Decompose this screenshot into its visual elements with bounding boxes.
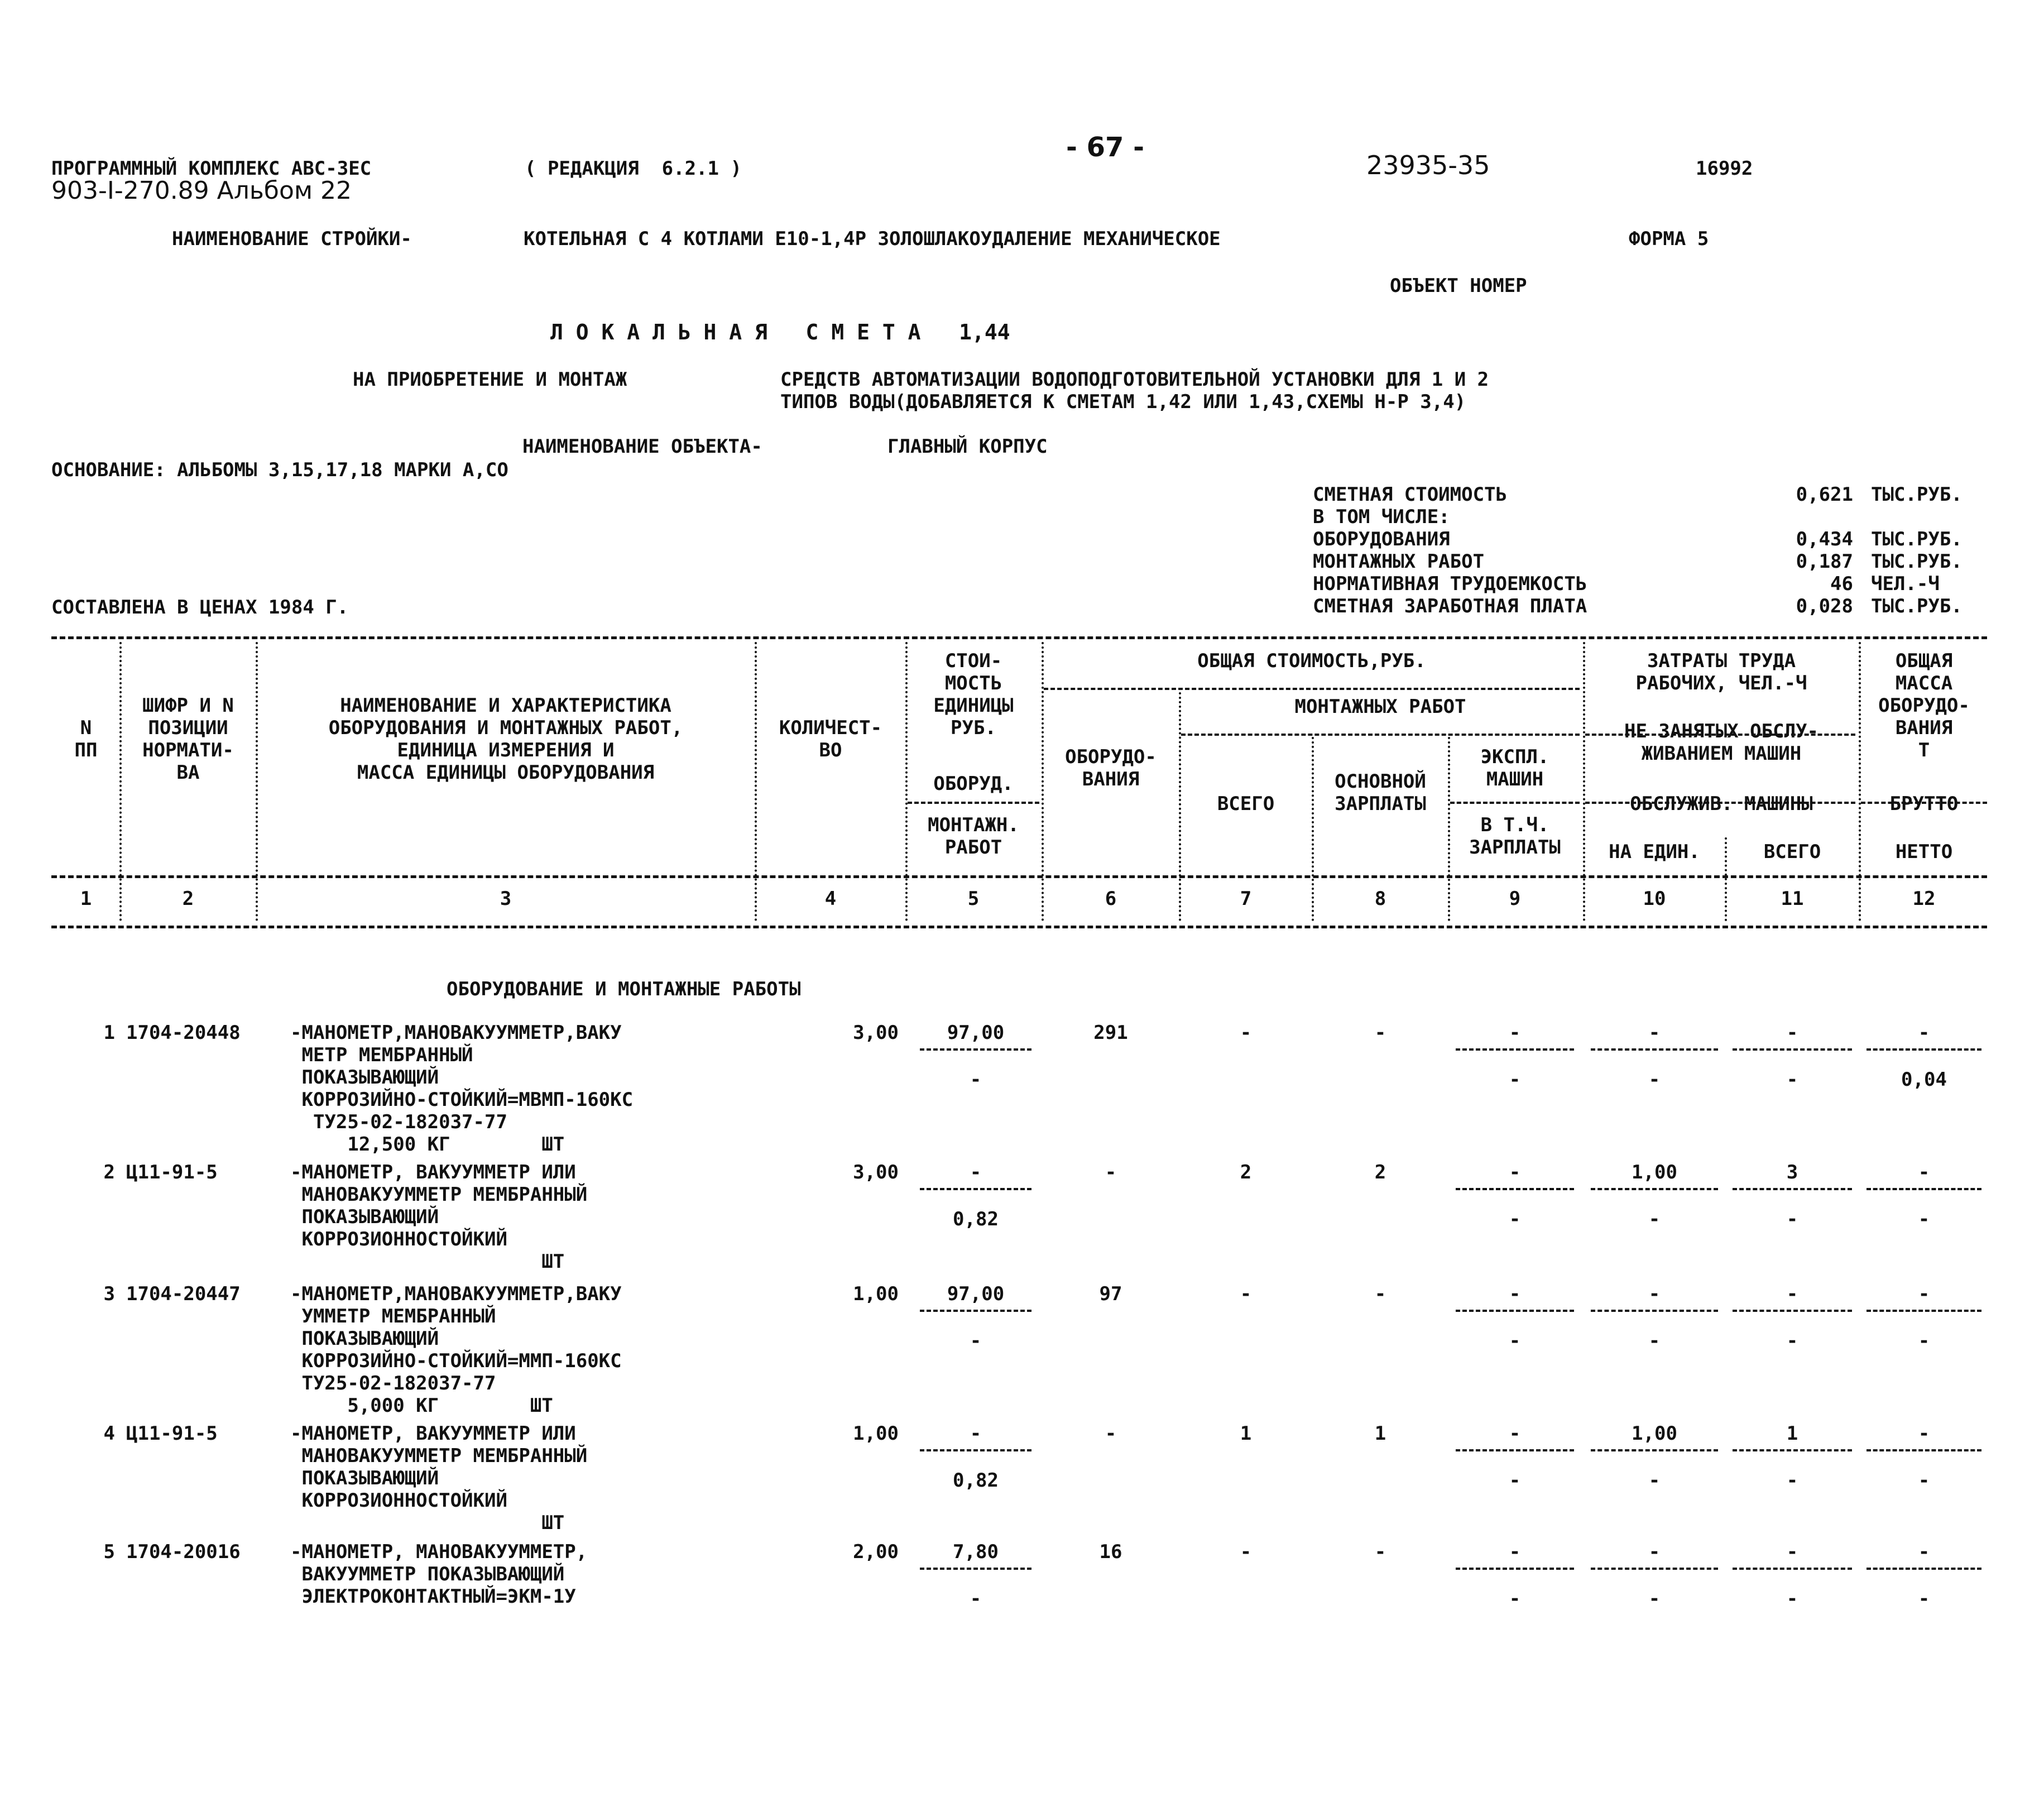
- sub-divider: [1044, 688, 1580, 690]
- col-header-per-unit: НА ЕДИН.: [1609, 841, 1700, 863]
- col-number: 7: [1240, 888, 1252, 910]
- col-header-name: ЕДИНИЦА ИЗМЕРЕНИЯ И: [397, 739, 615, 761]
- col-header-base-wage: ЗАРПЛАТЫ: [1335, 793, 1426, 815]
- col-header-unit-mount: МОНТАЖН.: [928, 814, 1019, 836]
- row-equip-cost: -: [1105, 1422, 1117, 1445]
- row-number: 1: [103, 1022, 115, 1044]
- col-header-code: ВА: [176, 761, 200, 784]
- row-mass-brutto: -: [1918, 1022, 1930, 1044]
- row-name: -МАНОМЕТР,МАНОВАКУУММЕТР,ВАКУ МЕТР МЕМБРАННЫЙ ПОКАЗЫВАЮЩИЙ КОРРОЗИЙНО-СТОЙКИЙ=МВМП-160КС ТУ25-02-182037-77 12,500 КГ ШТ: [290, 1022, 634, 1156]
- estimate-title: Л О К А Л Ь Н А Я С М Е Т А 1,44: [550, 320, 1010, 344]
- row-unit-mount: -: [970, 1588, 982, 1610]
- col-header-qty: ВО: [819, 739, 842, 761]
- row-labor-unit-service: -: [1648, 1068, 1661, 1091]
- col-header-unit-cost: СТОИ-: [944, 650, 1002, 672]
- summary-value: 46: [1830, 573, 1853, 595]
- row-base-wage: -: [1374, 1541, 1386, 1563]
- purpose-line-2: ТИПОВ ВОДЫ(ДОБАВЛЯЕТСЯ К СМЕТАМ 1,42 ИЛИ 1,43,СХЕМЫ Н-Р 3,4): [780, 391, 1466, 413]
- cell-divider: [1456, 1449, 1574, 1451]
- row-number: 5: [103, 1541, 115, 1563]
- purpose-label: НА ПРИОБРЕТЕНИЕ И МОНТАЖ: [353, 368, 627, 391]
- col-number: 6: [1105, 888, 1117, 910]
- row-unit-mount: -: [970, 1330, 982, 1352]
- row-total-mount: 2: [1240, 1161, 1252, 1183]
- row-machines: -: [1509, 1541, 1521, 1563]
- cell-divider: [1867, 1048, 1981, 1051]
- col-header-code: ПОЗИЦИИ: [148, 717, 228, 739]
- col-number: 9: [1509, 888, 1521, 910]
- col-group-total-cost: ОБЩАЯ СТОИМОСТЬ,РУБ.: [1197, 650, 1426, 672]
- doc-number: 23935-35: [1366, 150, 1490, 180]
- row-number: 2: [103, 1161, 115, 1183]
- form-label: ФОРМА 5: [1629, 228, 1709, 250]
- col-header-mass: МАССА: [1895, 672, 1953, 694]
- code-number: 16992: [1696, 157, 1753, 180]
- col-header-labor-not-busy: НЕ ЗАНЯТЫХ ОБСЛУ-: [1624, 720, 1819, 742]
- row-labor-total: -: [1786, 1283, 1798, 1305]
- row-qty: 2,00: [853, 1541, 899, 1563]
- col-header-qty: КОЛИЧЕСТ-: [779, 717, 882, 739]
- col-group-mount-works: МОНТАЖНЫХ РАБОТ: [1294, 696, 1466, 718]
- row-unit-equip: -: [970, 1422, 982, 1445]
- row-mass-netto: -: [1918, 1588, 1930, 1610]
- row-labor-total-service: -: [1786, 1588, 1798, 1610]
- row-code: 1704-20448: [126, 1022, 241, 1044]
- col-number: 5: [967, 888, 980, 910]
- edition: ( РЕДАКЦИЯ 6.2.1 ): [525, 157, 742, 180]
- row-machines-wage: -: [1509, 1208, 1521, 1230]
- row-code: Ц11-91-5: [126, 1422, 218, 1445]
- col-number: 3: [500, 888, 512, 910]
- row-qty: 3,00: [853, 1161, 899, 1183]
- row-labor-total-service: -: [1786, 1068, 1798, 1091]
- purpose-line-1: СРЕДСТВ АВТОМАТИЗАЦИИ ВОДОПОДГОТОВИТЕЛЬНОЙ УСТАНОВКИ ДЛЯ 1 И 2: [780, 368, 1489, 391]
- col-header-unit-mount: РАБОТ: [944, 836, 1002, 859]
- row-machines-wage: -: [1509, 1469, 1521, 1492]
- summary-label: В ТОМ ЧИСЛЕ:: [1313, 506, 1450, 528]
- summary-label: МОНТАЖНЫХ РАБОТ: [1313, 550, 1485, 573]
- construction-name: КОТЕЛЬНАЯ С 4 КОТЛАМИ Е10-1,4Р ЗОЛОШЛАКОУДАЛЕНИЕ МЕХАНИЧЕСКОЕ: [524, 228, 1221, 250]
- row-labor-unit: 1,00: [1632, 1422, 1677, 1445]
- row-number: 4: [103, 1422, 115, 1445]
- col-header-machines-wage: ЗАРПЛАТЫ: [1469, 836, 1561, 859]
- col-header-unit-cost: МОСТЬ: [944, 672, 1002, 694]
- row-labor-total: -: [1786, 1541, 1798, 1563]
- row-mass-netto: -: [1918, 1330, 1930, 1352]
- cell-divider: [1456, 1188, 1574, 1190]
- row-unit-mount: 0,82: [953, 1469, 999, 1492]
- col-header-mass: Т: [1918, 739, 1930, 761]
- cell-divider: [1591, 1048, 1718, 1051]
- row-labor-total: 1: [1786, 1422, 1798, 1445]
- col-number: 4: [824, 888, 837, 910]
- row-labor-total: -: [1786, 1022, 1798, 1044]
- row-qty: 1,00: [853, 1283, 899, 1305]
- col-header-labor-service: ОБСЛУЖИВ. МАШИНЫ: [1630, 793, 1813, 815]
- row-equip-cost: -: [1105, 1161, 1117, 1183]
- basis: ОСНОВАНИЕ: АЛЬБОМЫ 3,15,17,18 МАРКИ А,СО: [51, 459, 508, 481]
- row-labor-unit: 1,00: [1632, 1161, 1677, 1183]
- column-separator: [755, 642, 757, 921]
- row-qty: 3,00: [853, 1022, 899, 1044]
- row-code: Ц11-91-5: [126, 1161, 218, 1183]
- row-base-wage: -: [1374, 1283, 1386, 1305]
- row-code: 1704-20447: [126, 1283, 241, 1305]
- cell-divider: [1867, 1310, 1981, 1312]
- row-machines: -: [1509, 1422, 1521, 1445]
- cell-divider: [920, 1568, 1031, 1570]
- program-name: ПРОГРАММНЫЙ КОМПЛЕКС АВС-3ЕС: [51, 157, 372, 180]
- row-mass-netto: -: [1918, 1469, 1930, 1492]
- section-title: ОБОРУДОВАНИЕ И МОНТАЖНЫЕ РАБОТЫ: [447, 978, 801, 1000]
- summary-label: СМЕТНАЯ СТОИМОСТЬ: [1313, 483, 1507, 506]
- prices-note: СОСТАВЛЕНА В ЦЕНАХ 1984 Г.: [51, 596, 349, 619]
- col-group-labor: РАБОЧИХ, ЧЕЛ.-Ч: [1635, 672, 1807, 694]
- row-mass-brutto: -: [1918, 1283, 1930, 1305]
- col-header-name: МАССА ЕДИНИЦЫ ОБОРУДОВАНИЯ: [357, 761, 655, 784]
- col-header-brutto: БРУТТО: [1889, 793, 1959, 815]
- cell-divider: [1867, 1188, 1981, 1190]
- row-machines: -: [1509, 1283, 1521, 1305]
- object-label: НАИМЕНОВАНИЕ ОБЪЕКТА-: [522, 435, 762, 458]
- row-name: -МАНОМЕТР,МАНОВАКУУММЕТР,ВАКУ УММЕТР МЕМБРАННЫЙ ПОКАЗЫВАЮЩИЙ КОРРОЗИЙНО-СТОЙКИЙ=ММП-160КС ТУ25-02-182037-77 5,000 КГ ШТ: [290, 1283, 622, 1417]
- summary-label: СМЕТНАЯ ЗАРАБОТНАЯ ПЛАТА: [1313, 595, 1587, 617]
- summary-value: 0,621: [1796, 483, 1853, 506]
- summary-value: 0,187: [1796, 550, 1853, 573]
- row-base-wage: 2: [1374, 1161, 1386, 1183]
- col-header-machines-wage: В Т.Ч.: [1480, 814, 1549, 836]
- cell-divider: [1733, 1188, 1852, 1190]
- row-labor-unit-service: -: [1648, 1330, 1661, 1352]
- col-header-name: ОБОРУДОВАНИЯ И МОНТАЖНЫХ РАБОТ,: [328, 717, 683, 739]
- summary-unit: ТЫС.РУБ.: [1871, 528, 1963, 550]
- cell-divider: [1456, 1310, 1574, 1312]
- summary-unit: ТЫС.РУБ.: [1871, 483, 1963, 506]
- album-label: 903-I-270.89 Альбом 22: [51, 176, 352, 205]
- row-mass-netto: 0,04: [1901, 1068, 1947, 1091]
- row-base-wage: 1: [1374, 1422, 1386, 1445]
- row-total-mount: -: [1240, 1541, 1252, 1563]
- row-mass-brutto: -: [1918, 1161, 1930, 1183]
- divider: [51, 875, 1987, 878]
- row-labor-total-service: -: [1786, 1330, 1798, 1352]
- cell-divider: [920, 1449, 1031, 1451]
- col-header-total: ВСЕГО: [1217, 793, 1275, 815]
- sub-divider: [1181, 734, 1580, 736]
- cell-divider: [1733, 1449, 1852, 1451]
- cell-divider: [1867, 1568, 1981, 1570]
- col-header-mass: ОБЩАЯ: [1895, 650, 1953, 672]
- col-number: 8: [1374, 888, 1386, 910]
- object-number-label: ОБЪЕКТ НОМЕР: [1390, 275, 1527, 297]
- row-machines: -: [1509, 1161, 1521, 1183]
- col-header-code: ШИФР И N: [142, 694, 234, 717]
- row-name: -МАНОМЕТР, МАНОВАКУУММЕТР, ВАКУУММЕТР ПОКАЗЫВАЮЩИЙ ЭЛЕКТРОКОНТАКТНЫЙ=ЭКМ-1У: [290, 1541, 588, 1608]
- row-code: 1704-20016: [126, 1541, 241, 1563]
- cell-divider: [1867, 1449, 1981, 1451]
- row-machines-wage: -: [1509, 1068, 1521, 1091]
- sub-divider: [908, 802, 1039, 804]
- row-labor-unit-service: -: [1648, 1588, 1661, 1610]
- row-equip-cost: 97: [1099, 1283, 1122, 1305]
- cell-divider: [1733, 1048, 1852, 1051]
- col-header-mass: ВАНИЯ: [1895, 717, 1953, 739]
- row-base-wage: -: [1374, 1022, 1386, 1044]
- row-equip-cost: 291: [1093, 1022, 1128, 1044]
- page-number: - 67 -: [1066, 132, 1145, 163]
- row-labor-unit-service: -: [1648, 1469, 1661, 1492]
- summary-value: 0,028: [1796, 595, 1853, 617]
- col-header-machines: МАШИН: [1486, 768, 1544, 790]
- object-name: ГЛАВНЫЙ КОРПУС: [887, 435, 1048, 458]
- row-mass-brutto: -: [1918, 1422, 1930, 1445]
- col-header-labor-not-busy: ЖИВАНИЕМ МАШИН: [1641, 742, 1802, 765]
- row-labor-total-service: -: [1786, 1208, 1798, 1230]
- row-unit-equip: 97,00: [947, 1283, 1005, 1305]
- row-unit-equip: -: [970, 1161, 982, 1183]
- summary-label: НОРМАТИВНАЯ ТРУДОЕМКОСТЬ: [1313, 573, 1587, 595]
- summary-unit: ТЫС.РУБ.: [1871, 550, 1963, 573]
- cell-divider: [1591, 1188, 1718, 1190]
- summary-unit: ТЫС.РУБ.: [1871, 595, 1963, 617]
- row-machines-wage: -: [1509, 1330, 1521, 1352]
- cell-divider: [1591, 1310, 1718, 1312]
- col-group-labor: ЗАТРАТЫ ТРУДА: [1647, 650, 1796, 672]
- col-header-code: НОРМАТИ-: [142, 739, 234, 761]
- row-unit-equip: 97,00: [947, 1022, 1005, 1044]
- divider: [51, 636, 1987, 639]
- row-labor-unit: -: [1648, 1283, 1661, 1305]
- cell-divider: [920, 1188, 1031, 1190]
- summary-label: ОБОРУДОВАНИЯ: [1313, 528, 1450, 550]
- col-header-unit-cost: РУБ.: [951, 717, 996, 739]
- col-number: 11: [1781, 888, 1804, 910]
- row-total-mount: -: [1240, 1283, 1252, 1305]
- row-name: -МАНОМЕТР, ВАКУУММЕТР ИЛИ МАНОВАКУУММЕТР МЕМБРАННЫЙ ПОКАЗЫВАЮЩИЙ КОРРОЗИОННОСТОЙКИЙ ШТ: [290, 1422, 588, 1534]
- cell-divider: [920, 1310, 1031, 1312]
- row-unit-mount: 0,82: [953, 1208, 999, 1230]
- col-header-base-wage: ОСНОВНОЙ: [1335, 770, 1426, 793]
- cell-divider: [1456, 1568, 1574, 1570]
- col-header-name: НАИМЕНОВАНИЕ И ХАРАКТЕРИСТИКА: [340, 694, 671, 717]
- col-header-unit-cost: ЕДИНИЦЫ: [933, 694, 1014, 717]
- row-unit-mount: -: [970, 1068, 982, 1091]
- row-machines: -: [1509, 1022, 1521, 1044]
- row-labor-total-service: -: [1786, 1469, 1798, 1492]
- divider: [51, 926, 1987, 928]
- col-number: 10: [1643, 888, 1666, 910]
- cell-divider: [1733, 1310, 1852, 1312]
- col-header-equip: ОБОРУДО-: [1065, 746, 1157, 768]
- col-header-n: N: [80, 717, 92, 739]
- cell-divider: [1591, 1568, 1718, 1570]
- row-labor-total: 3: [1786, 1161, 1798, 1183]
- col-header-n: ПП: [74, 739, 98, 761]
- row-labor-unit-service: -: [1648, 1208, 1661, 1230]
- summary-value: 0,434: [1796, 528, 1853, 550]
- row-qty: 1,00: [853, 1422, 899, 1445]
- row-total-mount: -: [1240, 1022, 1252, 1044]
- construction-label: НАИМЕНОВАНИЕ СТРОЙКИ-: [172, 228, 412, 250]
- col-number: 2: [182, 888, 194, 910]
- col-header-mass: ОБОРУДО-: [1878, 694, 1970, 717]
- row-mass-brutto: -: [1918, 1541, 1930, 1563]
- col-header-netto: НЕТТО: [1895, 841, 1953, 863]
- row-mass-netto: -: [1918, 1208, 1930, 1230]
- col-header-machines: ЭКСПЛ.: [1480, 746, 1549, 768]
- row-number: 3: [103, 1283, 115, 1305]
- col-header-equip: ВАНИЯ: [1082, 768, 1140, 790]
- col-header-unit-equip: ОБОРУД.: [933, 773, 1014, 795]
- cell-divider: [1591, 1449, 1718, 1451]
- summary-unit: ЧЕЛ.-Ч: [1871, 573, 1940, 595]
- row-machines-wage: -: [1509, 1588, 1521, 1610]
- row-labor-unit: -: [1648, 1022, 1661, 1044]
- col-number: 1: [80, 888, 92, 910]
- row-unit-equip: 7,80: [953, 1541, 999, 1563]
- col-number: 12: [1912, 888, 1936, 910]
- row-total-mount: 1: [1240, 1422, 1252, 1445]
- row-labor-unit: -: [1648, 1541, 1661, 1563]
- col-header-labor-total: ВСЕГО: [1763, 841, 1821, 863]
- cell-divider: [920, 1048, 1031, 1051]
- cell-divider: [1733, 1568, 1852, 1570]
- sub-divider: [1450, 802, 1580, 804]
- row-name: -МАНОМЕТР, ВАКУУММЕТР ИЛИ МАНОВАКУУММЕТР МЕМБРАННЫЙ ПОКАЗЫВАЮЩИЙ КОРРОЗИОННОСТОЙКИЙ ШТ: [290, 1161, 588, 1273]
- row-equip-cost: 16: [1099, 1541, 1122, 1563]
- cell-divider: [1456, 1048, 1574, 1051]
